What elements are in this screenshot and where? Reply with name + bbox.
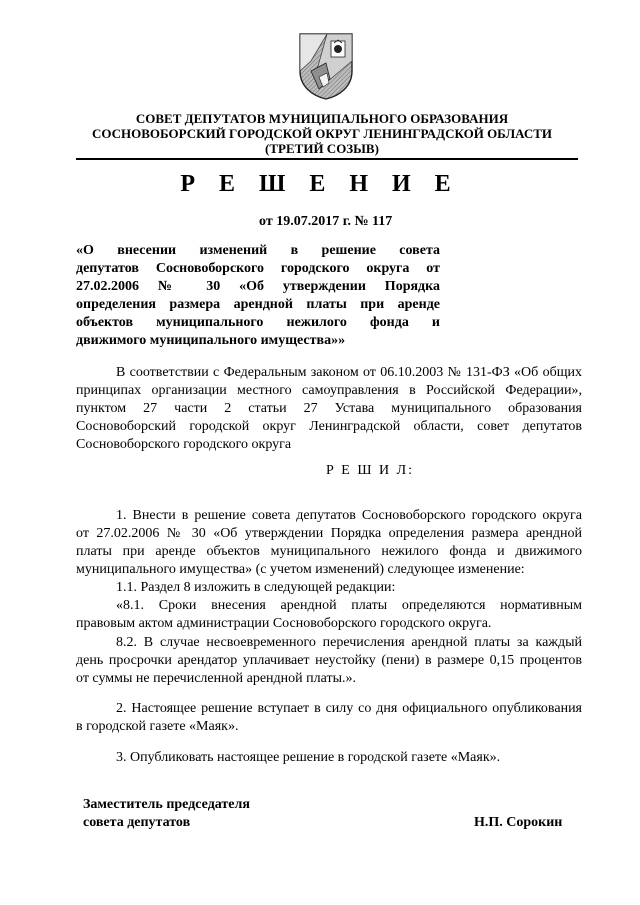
subject-line: 27.02.2006 № 30 «Об утверждении Порядка [76, 279, 440, 294]
subject-line: «О внесении изменений в решение совета [76, 243, 440, 258]
item-1-line: платы при аренде объектов муниципального нежилого фонда и движимого [76, 544, 582, 559]
item-2-line: 2. Настоящее решение вступает в силу со дня официального опубликования [116, 701, 582, 716]
item-8-2-line: день просрочки арендатор уплачивает неустойку (пени) в размере 0,15 процентов [76, 653, 582, 668]
preamble-line: В соответствии с Федеральным законом от 06.10.2003 № 131-ФЗ «Об общих [116, 365, 582, 380]
org-name-line-2: СОСНОВОБОРСКИЙ ГОРОДСКОЙ ОКРУГ ЛЕНИНГРАДСКОЙ ОБЛАСТИ [91, 126, 553, 141]
subject-line: депутатов Сосновоборского городского округа от [76, 261, 440, 276]
item-3-line: 3. Опубликовать настоящее решение в городской газете «Маяк». [116, 750, 501, 765]
preamble-line: пунктом 27 части 2 статьи 27 Устава муниципального образования [76, 401, 582, 416]
org-name-line-1: СОВЕТ ДЕПУТАТОВ МУНИЦИПАЛЬНОГО ОБРАЗОВАНИЯ [135, 111, 509, 126]
resolved-heading: Р Е Ш И Л: [326, 463, 414, 478]
item-8-1-line: «8.1. Сроки внесения арендной платы определяются нормативным [116, 598, 582, 613]
header-divider [76, 158, 578, 160]
subject-line: объектов муниципального нежилого фонда и [76, 315, 440, 330]
convocation-line: (ТРЕТИЙ СОЗЫВ) [265, 141, 379, 156]
item-8-1-line: правовым актом администрации Сосновоборского городского округа. [76, 616, 492, 631]
signatory-position-line-2: совета депутатов [83, 815, 191, 830]
preamble-line: принципах организации местного самоуправления в Российской Федерации», [76, 383, 582, 398]
preamble-line: Сосновоборский городской округ Ленинградской области, совет депутатов [76, 419, 582, 434]
document-date-number: от 19.07.2017 г. № 117 [259, 214, 393, 229]
subject-line: движимого муниципального имущества»» [76, 333, 346, 348]
subject-line: определения размера арендной платы при аренде [76, 297, 440, 312]
item-1-line: от 27.02.2006 № 30 «Об утверждении Порядка определения размера арендной [76, 526, 582, 541]
item-8-2-line: от суммы не перечисленной арендной платы.». [76, 671, 356, 686]
item-2-line: в городской газете «Маяк». [76, 719, 239, 734]
item-8-2-line: 8.2. В случае несвоевременного перечисления арендной платы за каждый [116, 635, 582, 650]
item-1-line: 1. Внести в решение совета депутатов Сосновоборского городского округа [116, 508, 582, 523]
item-1-1-line: 1.1. Раздел 8 изложить в следующей редакции: [116, 580, 396, 595]
item-1-line: муниципального имущества» (с учетом изменений) следующее изменение: [76, 562, 525, 577]
preamble-line: Сосновоборского городского округа [76, 437, 292, 452]
document-title: Р Е Ш Е Н И Е [180, 171, 460, 197]
signatory-position-line-1: Заместитель председателя [83, 797, 250, 812]
signatory-name: Н.П. Сорокин [474, 815, 563, 830]
coat-of-arms-emblem [297, 31, 355, 101]
